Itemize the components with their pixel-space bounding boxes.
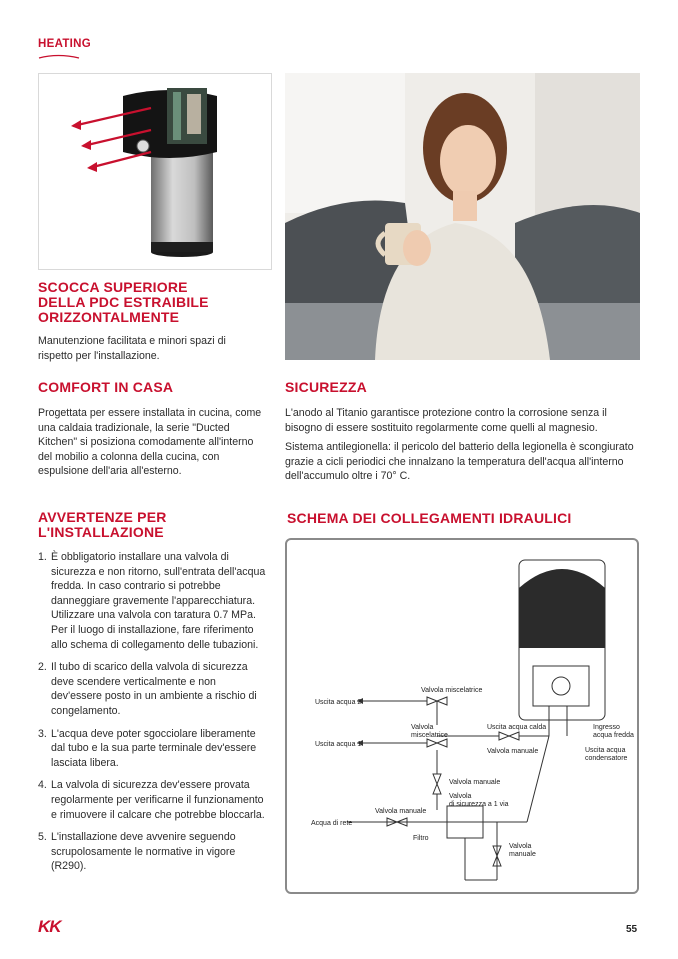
section-label: HEATING — [38, 38, 91, 50]
label-safety-valve-1: Valvola — [449, 793, 472, 800]
page-number: 55 — [626, 924, 638, 935]
list-item-number: 3. — [38, 727, 47, 740]
warnings-title-line-2: L'INSTALLAZIONE — [38, 524, 164, 540]
label-manual-valve-mid: Valvola manuale — [449, 779, 501, 786]
label-condensate-2: condensatore — [585, 755, 628, 762]
list-item-number: 2. — [38, 661, 47, 674]
label-filter: Filtro — [413, 835, 429, 842]
label-manual-valve-low-2: manuale — [509, 851, 536, 858]
detachable-title-line-1: SCOCCA SUPERIORE — [38, 279, 188, 295]
warnings-title-line-1: AVVERTENZE PER — [38, 509, 167, 525]
label-outlet-2: Uscita acqua 2 — [315, 699, 362, 706]
list-item-text: L'installazione deve avvenire seguendo scrupolosamente le normative in vigore (R290). — [51, 831, 236, 873]
label-outlet-1: Uscita acqua 1 — [315, 741, 362, 748]
list-item-number: 5. — [38, 831, 47, 844]
list-item — [38, 550, 268, 652]
detachable-title-line-2: DELLA PDC ESTRAIBILE — [38, 294, 209, 310]
list-item — [38, 778, 268, 822]
label-mixing-valve-left-1: Valvola — [411, 724, 434, 731]
warnings-title — [38, 510, 268, 540]
list-item-text: L'acqua deve poter sgocciolare liberamente dal tubo e la sua parte terminale dev'essere lasciata libera. — [51, 727, 257, 769]
label-mixing-valve-left-2: miscelatrice — [411, 732, 448, 739]
detachable-text: Manutenzione facilitata e minori spazi di rispetto per l'installazione. — [38, 335, 226, 362]
label-manual-valve-left: Valvola manuale — [375, 808, 427, 815]
label-manual-valve-low-1: Valvola — [509, 843, 532, 850]
label-condensate-1: Uscita acqua — [585, 747, 626, 754]
list-item-text: Il tubo di scarico della valvola di sicurezza deve scendere verticalmente e non dev'essere posto in un ambiente a rischio di congelamento. — [51, 661, 257, 717]
safety-paragraph-1: L'anodo al Titanio garantisce protezione contro la corrosione senza il bisogno di essere sostituito regolarmente come quelli al magnesio. — [285, 407, 607, 434]
safety-paragraph-2: Sistema antilegionella: il pericolo del batterio della legionella è scongiurato grazie a cicli periodici che innalzano la temperatura dell'acqua all'interno dell'accumulo oltre i 70° C. — [285, 441, 634, 483]
label-safety-valve-2: di sicurezza a 1 via — [449, 801, 509, 808]
list-item — [38, 727, 268, 771]
list-item-text: La valvola di sicurezza dev'essere provata regolarmente per verificarne il funzionamento e rimuovere il calcare che potrebbe bloccarla. — [51, 779, 265, 821]
diagram-title: SCHEMA DEI COLLEGAMENTI IDRAULICI — [287, 510, 572, 526]
detachable-title — [38, 280, 268, 325]
warnings-list — [38, 550, 268, 882]
list-item-text: È obbligatorio installare una valvola di sicurezza e non ritorno, sull'entrata dell'acqua fredda. In caso contrario si potrebbe danneggiare gravemente l'apparecchiatura. Utilizzare una valvola con taratura 0.7 MPa. Per il luogo di installazione, fare riferimento allo schema di collegamento delle tubazioni. — [51, 551, 266, 651]
list-item — [38, 830, 268, 874]
brand-logo: KK — [38, 917, 61, 936]
label-mains: Acqua di rete — [311, 820, 353, 827]
list-item-number: 4. — [38, 779, 47, 792]
comfort-title: COMFORT IN CASA — [38, 379, 174, 395]
woman-with-mug-photo — [285, 73, 640, 360]
list-item-number: 1. — [38, 551, 47, 563]
label-mixing-valve-top: Valvola miscelatrice — [421, 687, 483, 694]
safety-title: SICUREZZA — [285, 379, 367, 395]
label-hot-outlet: Uscita acqua calda — [487, 724, 547, 731]
label-cold-inlet-1: Ingresso — [593, 724, 620, 731]
list-item — [38, 660, 268, 718]
product-image — [38, 73, 272, 270]
detachable-title-line-3: ORIZZONTALMENTE — [38, 309, 180, 325]
hydraulic-diagram — [285, 538, 639, 894]
swoosh-decoration — [38, 52, 80, 62]
label-cold-inlet-2: acqua fredda — [593, 732, 634, 739]
comfort-text: Progettata per essere installata in cucina, come una caldaia tradizionale, la serie "Ducted Kitchen" si posiziona comodamente all'interno del mobilio a colonna della cucina, con espulsione dell'aria all'esterno. — [38, 407, 262, 478]
label-manual-valve-right: Valvola manuale — [487, 748, 539, 755]
